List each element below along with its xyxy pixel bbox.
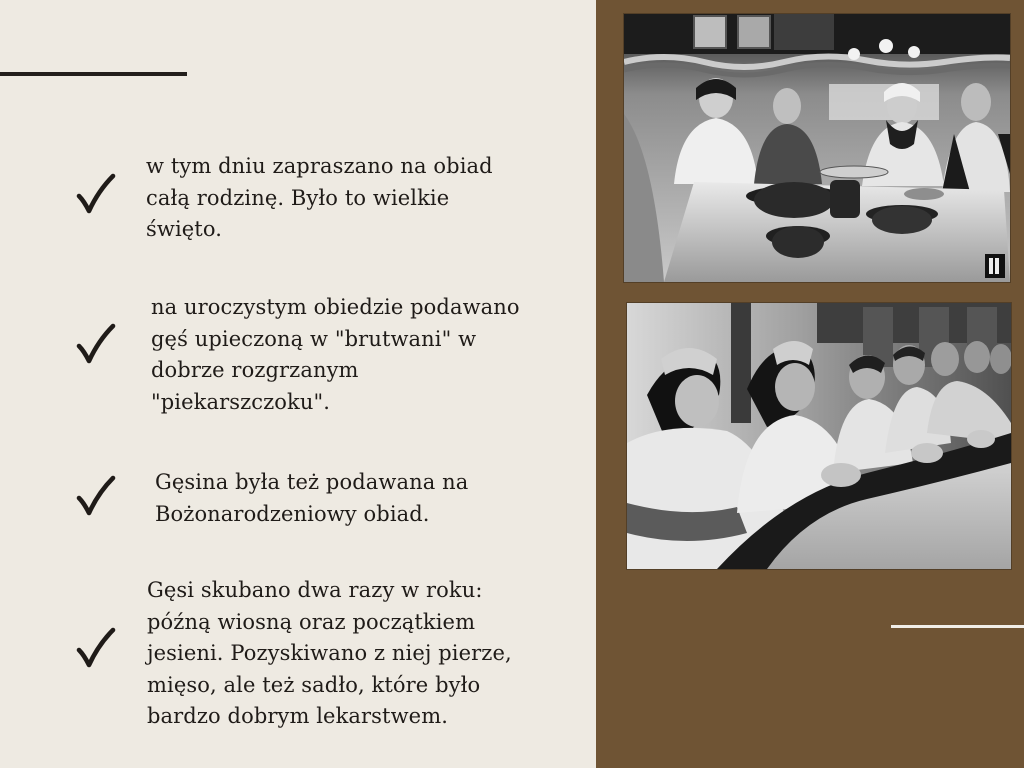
family-dinner-photo xyxy=(624,14,1010,282)
bullet-line: "piekarszczoku". xyxy=(151,389,331,414)
top-decorative-rule xyxy=(0,72,187,76)
bullet-line: święto. xyxy=(146,217,222,241)
bullet-line: mięso, ale też sadło, które było xyxy=(147,672,481,697)
bullet-line: całą rodzinę. Było to wielkie xyxy=(146,185,450,210)
checkmark-icon xyxy=(74,172,118,216)
bullet-text xyxy=(146,151,493,246)
bullet-line: późną wiosną oraz początkiem xyxy=(147,609,476,634)
bullet-line: na uroczystym obiedzie podawano xyxy=(151,295,520,319)
checkmark-icon xyxy=(74,322,118,366)
bullet-line: dobrze rozgrzanym xyxy=(151,358,359,382)
bullet-line: bardzo dobrym lekarstwem. xyxy=(147,704,448,728)
bullet-line: Gęsina była też podawana na xyxy=(155,470,469,494)
bullet-text xyxy=(151,292,520,418)
checkmark-icon xyxy=(74,626,118,670)
bullet-text xyxy=(155,467,468,530)
checkmark-icon xyxy=(74,474,118,518)
bullet-line: Bożonarodzeniowy obiad. xyxy=(155,501,430,526)
feather-plucking-photo xyxy=(627,303,1011,569)
bullet-line: jesieni. Pozyskiwano z niej pierze, xyxy=(147,641,512,665)
bullet-line: Gęsi skubano dwa razy w roku: xyxy=(147,578,483,602)
right-decorative-rule xyxy=(891,625,1024,628)
bullet-text xyxy=(147,575,512,733)
bullet-line: gęś upieczoną w "brutwani" w xyxy=(151,326,477,351)
bullet-line: w tym dniu zapraszano na obiad xyxy=(146,154,493,178)
